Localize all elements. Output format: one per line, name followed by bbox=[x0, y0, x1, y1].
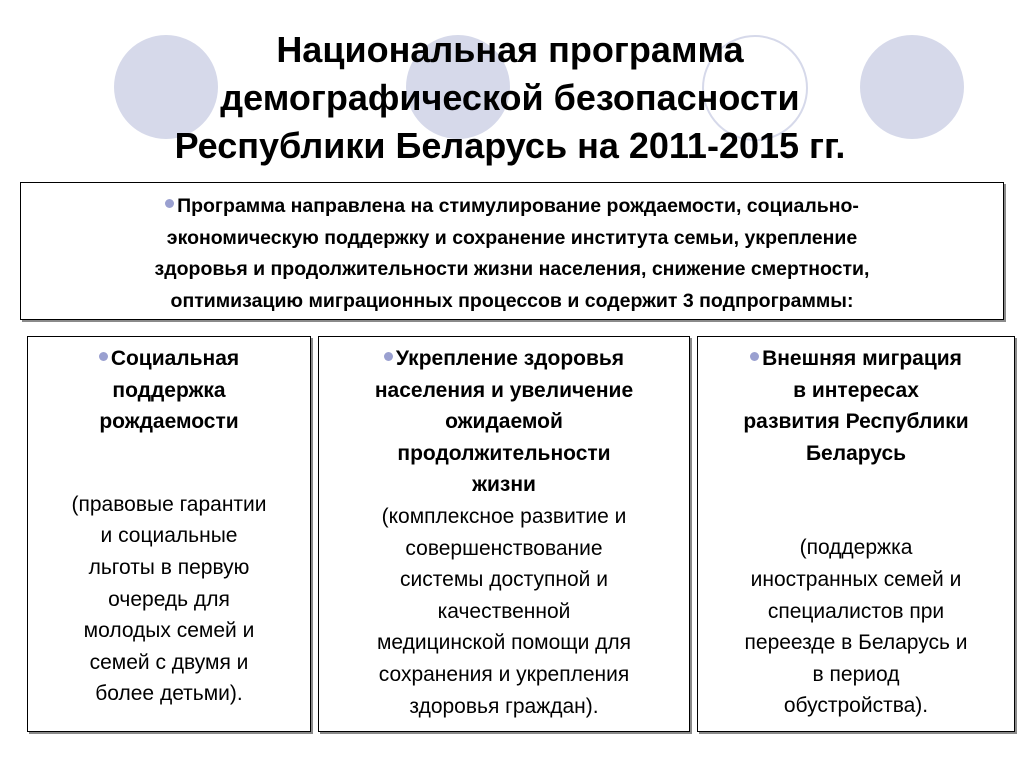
title-line-1: Национальная программа bbox=[276, 29, 744, 70]
subprogram-3-heading bbox=[702, 343, 1010, 469]
subprogram-2-desc-line: (комплексное развитие и bbox=[381, 504, 627, 528]
intro-box bbox=[20, 182, 1004, 320]
subprogram-2-description bbox=[323, 501, 685, 722]
intro-line-3: здоровья и продолжительности жизни населения, снижение смертности, bbox=[154, 258, 870, 280]
subprogram-1-desc-line: более детьми). bbox=[95, 682, 243, 706]
subprogram-2-heading-line-3: ожидаемой bbox=[445, 410, 563, 434]
subprogram-2-heading-line-4: продолжительности bbox=[397, 441, 611, 465]
subprogram-1-desc-line: очередь для bbox=[108, 587, 230, 611]
subprogram-3-heading-line-2: в интересах bbox=[793, 378, 919, 402]
subprogram-3-desc-line: обустройства). bbox=[783, 694, 929, 718]
subprogram-2-desc-line: здоровья граждан). bbox=[409, 694, 599, 718]
subprogram-3-description bbox=[702, 532, 1010, 722]
subprogram-1-heading-text: Социальная bbox=[110, 347, 240, 370]
subprogram-2-heading bbox=[323, 343, 685, 501]
subprogram-2-desc-line: медицинской помощи для bbox=[376, 631, 632, 655]
subprogram-3-desc-line: переезде в Беларусь и bbox=[744, 631, 968, 655]
intro-line-1-text: Программа направлена на стимулирование рождаемости, социально- bbox=[177, 195, 859, 217]
subprogram-2-heading-line-2: населения и увеличение bbox=[374, 378, 634, 402]
subprogram-3-desc-line: специалистов при bbox=[767, 599, 945, 623]
subprogram-3-desc-line: в период bbox=[812, 662, 900, 686]
subprogram-3-heading-text: Внешняя миграция bbox=[762, 347, 962, 370]
subprogram-2-desc-line: системы доступной и bbox=[400, 568, 608, 592]
bullet-icon bbox=[384, 352, 393, 361]
intro-line-1 bbox=[35, 191, 989, 223]
subprogram-2-heading-line-1 bbox=[323, 343, 685, 375]
subprogram-3-heading-line-1 bbox=[702, 343, 1010, 375]
subprogram-1-desc-line: семей с двумя и bbox=[89, 650, 249, 674]
subprogram-2-desc-line: сохранения и укрепления bbox=[378, 662, 630, 686]
subprogram-box-1 bbox=[27, 336, 311, 732]
title-line-2: демографической безопасности bbox=[220, 77, 800, 118]
subprogram-1-desc-line: молодых семей и bbox=[83, 619, 255, 643]
spacer bbox=[32, 438, 306, 489]
subprogram-1-heading bbox=[32, 343, 306, 438]
intro-line-2: экономическую поддержку и сохранение института семьи, укрепление bbox=[166, 226, 858, 249]
subprogram-3-heading-line-4: Беларусь bbox=[805, 441, 907, 465]
subprogram-1-desc-line: и социальные bbox=[100, 524, 238, 548]
subprogram-1-desc-line: (правовые гарантии bbox=[71, 492, 267, 516]
subprogram-3-desc-line: (поддержка bbox=[799, 536, 913, 560]
subprogram-3-heading-line-3: развития Республики bbox=[743, 410, 969, 434]
bullet-icon bbox=[99, 352, 108, 361]
subprogram-2-desc-line: совершенствование bbox=[405, 536, 603, 560]
page-title bbox=[60, 26, 960, 170]
bullet-icon bbox=[750, 352, 759, 361]
spacer bbox=[702, 469, 1010, 532]
intro-line-4: оптимизацию миграционных процессов и содержит 3 подпрограммы: bbox=[170, 289, 854, 312]
subprogram-1-description bbox=[32, 489, 306, 710]
title-line-3: Республики Беларусь на 2011-2015 гг. bbox=[174, 125, 846, 166]
subprogram-2-desc-line: качественной bbox=[437, 599, 571, 623]
subprogram-box-3 bbox=[697, 336, 1015, 732]
bullet-icon bbox=[165, 199, 174, 208]
subprogram-1-heading-line-3: рождаемости bbox=[99, 410, 239, 434]
subprogram-3-desc-line: иностранных семей и bbox=[750, 567, 962, 591]
subprogram-1-heading-line-2: поддержка bbox=[112, 378, 226, 402]
subprogram-2-heading-line-5: жизни bbox=[472, 473, 536, 497]
subprogram-1-desc-line: льготы в первую bbox=[88, 555, 250, 579]
subprogram-1-heading-line-1 bbox=[32, 343, 306, 375]
subprogram-2-heading-text: Укрепление здоровья bbox=[395, 347, 625, 370]
subprogram-box-2 bbox=[318, 336, 690, 732]
